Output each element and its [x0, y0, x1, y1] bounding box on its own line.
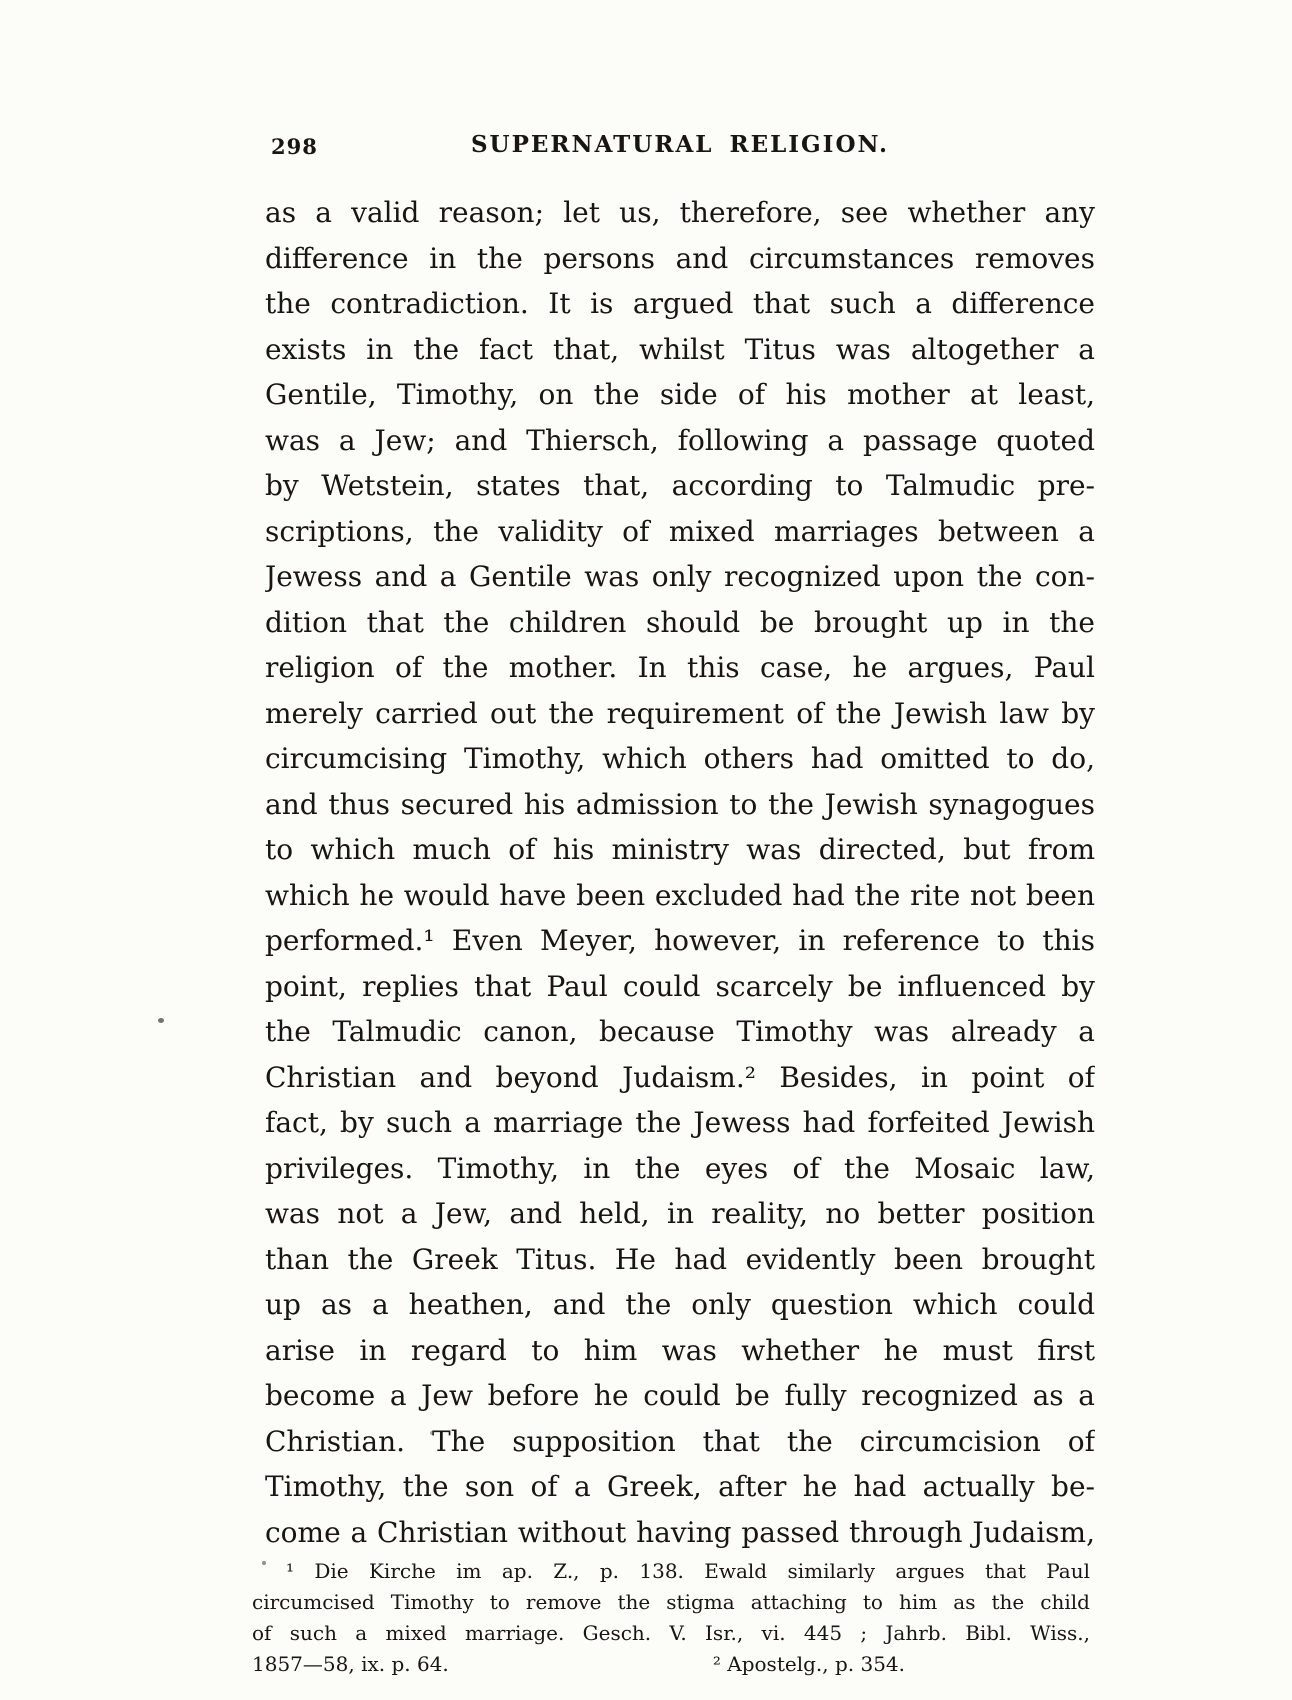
page-header	[265, 131, 1095, 165]
text-line: point, replies that Paul could scarcely be influenced by	[265, 969, 1095, 1003]
text-line: become a Jew before he could be fully recognized as a	[265, 1379, 1095, 1412]
text-line: difference in the persons and circumstances removes	[265, 241, 1095, 275]
page-number: 298	[271, 134, 318, 159]
text-line: by Wetstein, states that, according to Talmudic pre-	[265, 469, 1095, 502]
text-line: dition that the children should be brought up in the	[265, 605, 1095, 639]
text-line: Christian and beyond Judaism.² Besides, in point of	[265, 1060, 1095, 1094]
text-line: Christian. The supposition that the circumcision of	[265, 1424, 1095, 1458]
text-line: the Talmudic canon, because Timothy was already a	[265, 1015, 1095, 1048]
text-line: arise in regard to him was whether he must first	[265, 1333, 1095, 1367]
body-text	[265, 190, 1095, 1555]
text-line: Jewess and a Gentile was only recognized upon the con-	[265, 560, 1095, 593]
footnote-list	[252, 1556, 1090, 1649]
text-line: was not a Jew, and held, in reality, no better position	[265, 1197, 1095, 1230]
text-line: than the Greek Titus. He had evidently been brought	[265, 1242, 1095, 1276]
text-line: to which much of his ministry was directed, but from	[265, 833, 1095, 866]
text-line: circumcising Timothy, which others had omitted to do,	[265, 742, 1095, 775]
text-line: Timothy, the son of a Greek, after he had actually be-	[265, 1470, 1095, 1503]
scan-speck	[262, 1561, 266, 1565]
scan-speck	[158, 1018, 164, 1023]
text-line: was a Jew; and Thiersch, following a passage quoted	[265, 423, 1095, 457]
footnote-2: ² Apostelg., p. 354.	[712, 1652, 906, 1676]
footnote-line: of such a mixed marriage. Gesch. V. Isr., vi. 445 ; Jahrb. Bibl. Wiss.,	[252, 1621, 1090, 1645]
text-line: fact, by such a marriage the Jewess had forfeited Jewish	[265, 1106, 1095, 1139]
text-line: privileges. Timothy, in the eyes of the Mosaic law,	[265, 1151, 1095, 1185]
text-line: and thus secured his admission to the Jewish synagogues	[265, 787, 1095, 821]
text-line: come a Christian without having passed through Judaism,	[265, 1515, 1095, 1549]
footnote-last-line	[252, 1649, 1090, 1680]
text-line: Gentile, Timothy, on the side of his mother at least,	[265, 378, 1095, 411]
text-line: as a valid reason; let us, therefore, see whether any	[265, 196, 1095, 229]
text-line: merely carried out the requirement of the Jewish law by	[265, 696, 1095, 730]
footnote-1-continuation: 1857—58, ix. p. 64.	[252, 1652, 449, 1676]
footnotes	[252, 1556, 1090, 1680]
text-line: scriptions, the validity of mixed marriages between a	[265, 514, 1095, 548]
running-title: SUPERNATURAL RELIGION.	[470, 131, 890, 158]
text-line: the contradiction. It is argued that such a difference	[265, 287, 1095, 320]
footnote-line: ¹ Die Kirche im ap. Z., p. 138. Ewald similarly argues that Paul	[286, 1559, 1090, 1583]
text-line: performed.¹ Even Meyer, however, in reference to this	[265, 924, 1095, 957]
text-line: exists in the fact that, whilst Titus was altogether a	[265, 332, 1095, 366]
scan-speck	[430, 1431, 434, 1435]
footnote-line: circumcised Timothy to remove the stigma attaching to him as the child	[252, 1590, 1090, 1614]
text-line: which he would have been excluded had the rite not been	[265, 878, 1095, 912]
text-line: up as a heathen, and the only question which could	[265, 1288, 1095, 1321]
text-line: religion of the mother. In this case, he argues, Paul	[265, 651, 1095, 684]
